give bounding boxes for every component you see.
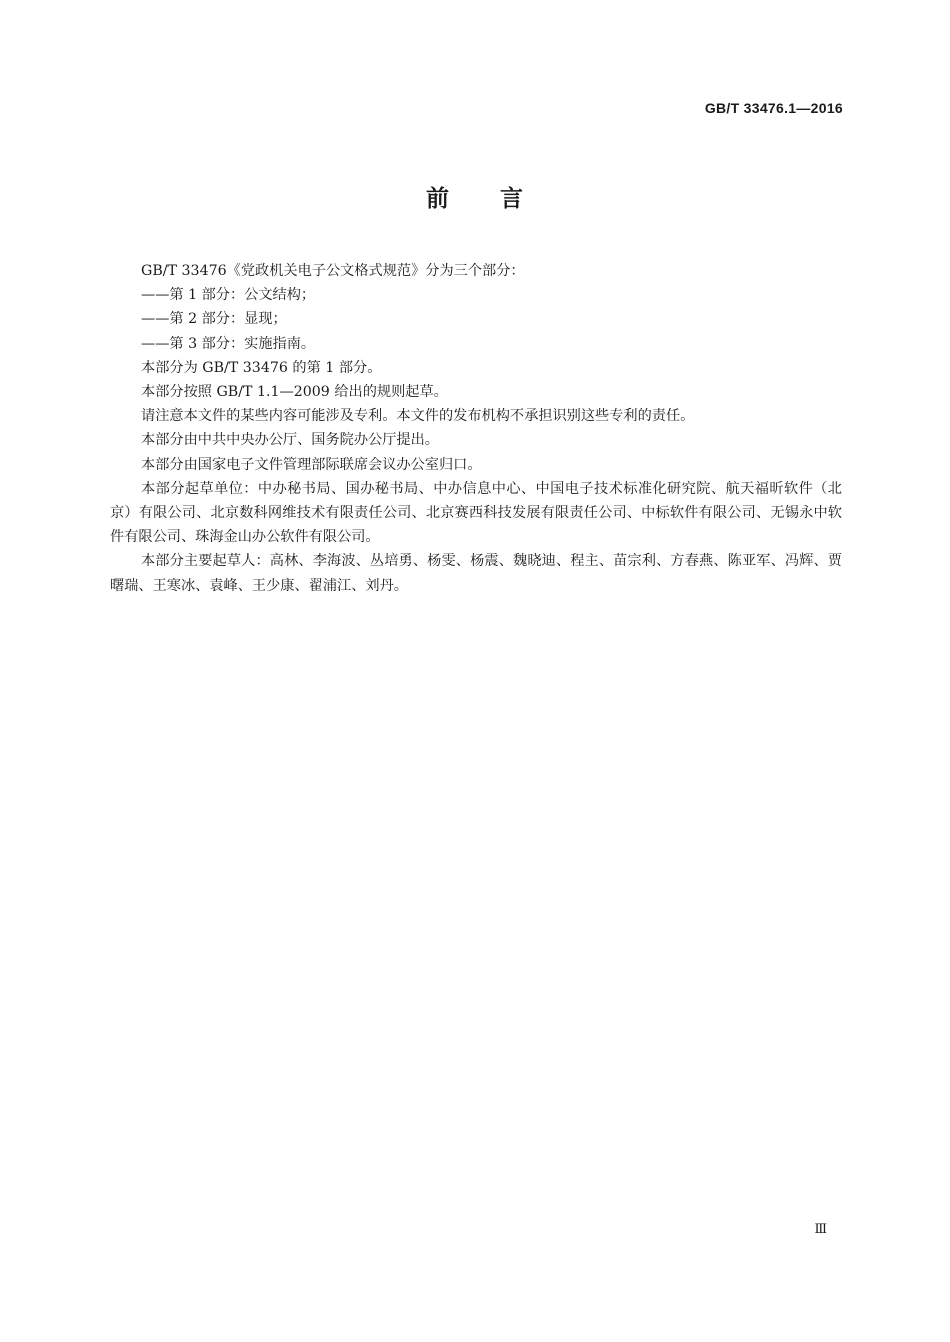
standard-number: GB/T 33476.1—2016 [704, 100, 843, 116]
paragraph-drafting-units: 本部分起草单位：中办秘书局、国办秘书局、中办信息中心、中国电子技术标准化研究院、航天福昕软件（北京）有限公司、北京数科网维技术有限责任公司、北京赛西科技发展有限责任公司、中标软件有限公司、无锡永中软件有限公司、珠海金山办公软件有限公司。 [110, 480, 842, 546]
page-number: Ⅲ [814, 1222, 826, 1237]
page-title [0, 180, 950, 213]
paragraph-parts-intro: GB/T 33476《党政机关电子公文格式规范》分为三个部分： [141, 263, 525, 279]
list-item-part-1: ——第 1 部分：公文结构； [141, 287, 316, 304]
list-item-part-3: ——第 3 部分：实施指南。 [141, 335, 316, 352]
paragraph-this-part: 本部分为 GB/T 33476 的第 1 部分。 [141, 359, 382, 376]
paragraph-drafters: 本部分主要起草人：高林、李海波、丛培勇、杨雯、杨震、魏晓迪、程主、苗宗利、方春燕、陈亚军、冯辉、贾曙瑞、王寒冰、袁峰、王少康、翟浦江、刘丹。 [110, 553, 842, 594]
foreword-body [110, 259, 842, 598]
paragraph-drafting-rules: 本部分按照 GB/T 1.1—2009 给出的规则起草。 [141, 384, 448, 401]
list-item-part-2: ——第 2 部分：显现； [141, 311, 287, 328]
paragraph-patent-notice: 请注意本文件的某些内容可能涉及专利。本文件的发布机构不承担识别这些专利的责任。 [141, 408, 695, 425]
paragraph-proposed-by: 本部分由中共中央办公厅、国务院办公厅提出。 [141, 432, 439, 449]
title-char-1: 前 [426, 186, 450, 212]
paragraph-managed-by: 本部分由国家电子文件管理部际联席会议办公室归口。 [141, 456, 482, 473]
title-char-2: 言 [500, 186, 524, 212]
